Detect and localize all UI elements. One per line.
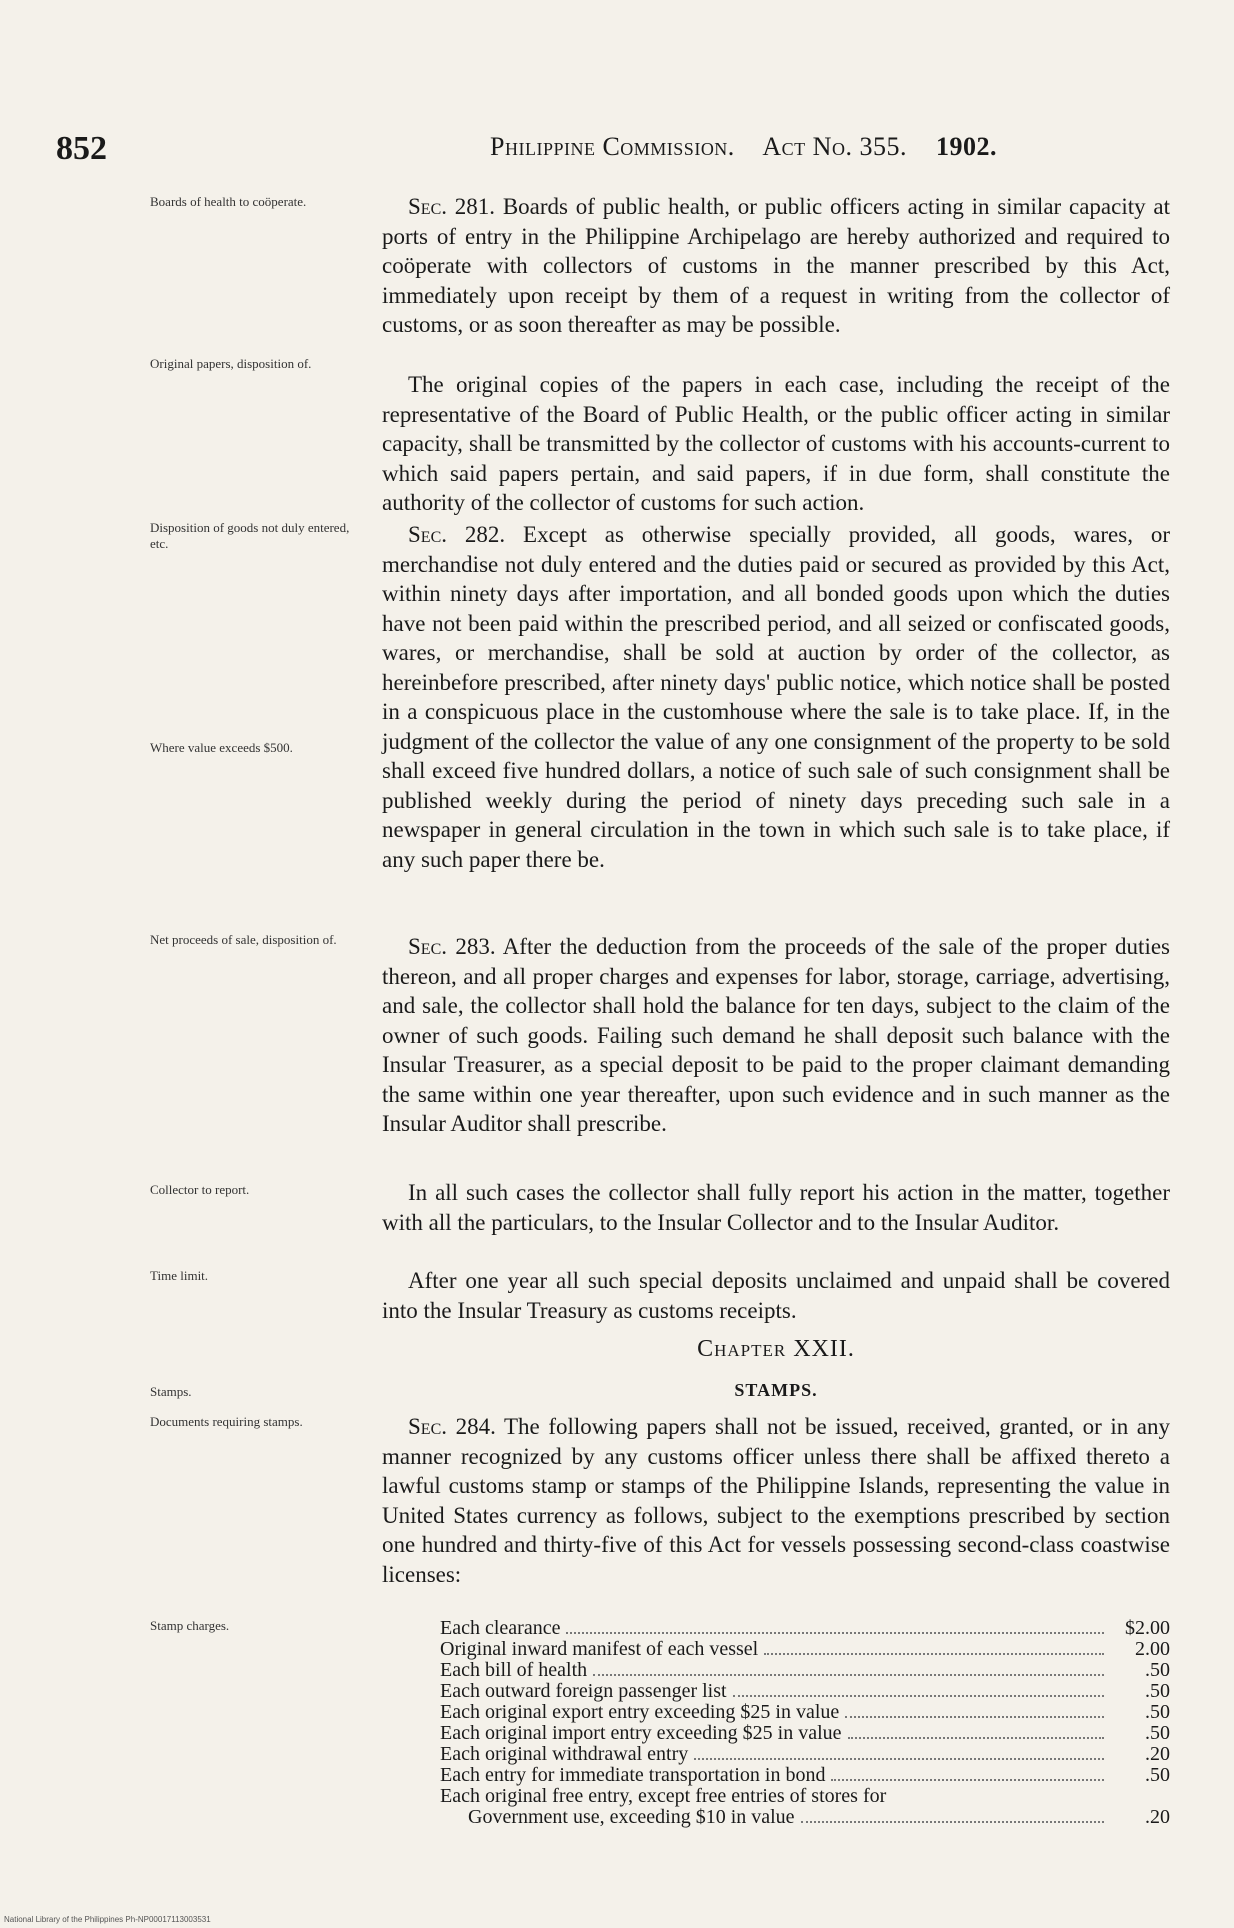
charge-amount: $2.00: [1125, 1617, 1170, 1639]
section-text: After the deduction from the proceeds of the sale of the proper duties thereon, and all proper charges and expenses for labor, storage, carriage, advertising, and sale, the collector shall hold the balance for ten days, subject to the claim of the owner of such goods. Failing such demand he shall deposit such balance with the Insular Treasurer, as a special deposit to be paid to the proper claimant demanding the same within one year thereafter, upon such evidence and in such manner as the Insular Auditor shall prescribe.: [382, 934, 1170, 1136]
leader-dots: [848, 1737, 1104, 1739]
charge-amount: .50: [1145, 1701, 1170, 1723]
section-text: The following papers shall not be issued, received, granted, or in any manner recognized by any customs officer unless there shall be affixed thereto a lawful customs stamp or stamps of the Philippine Islands, representing the value in United States currency as follows, subject to the exemptions prescribed by section one hundred and thirty-five of this Act for vessels possessing second-class coastwise licenses:: [382, 1414, 1170, 1587]
table-row: [440, 1618, 1170, 1639]
sidenote-documents-requiring-stamps: Documents requiring stamps.: [150, 1414, 303, 1429]
paragraph-original-papers: [382, 370, 1170, 518]
paragraph-text: In all such cases the collector shall fully report his action in the matter, together with all the particulars, to the Insular Collector and to the Insular Auditor.: [382, 1180, 1170, 1235]
sidenote-stamps: Stamps.: [150, 1384, 192, 1399]
section-label: Sec. 284.: [408, 1414, 496, 1439]
section-283: [382, 932, 1170, 1139]
section-281: [382, 192, 1170, 340]
running-head-act: Act No. 355.: [762, 132, 907, 161]
section-label: Sec. 281.: [408, 194, 496, 219]
table-row: [440, 1744, 1170, 1765]
charge-item: Each original import entry exceeding $25 in value: [440, 1722, 842, 1744]
charge-item: Each bill of health: [440, 1659, 588, 1681]
paragraph-collector-report: [382, 1178, 1170, 1237]
charge-amount: .50: [1145, 1659, 1170, 1681]
charge-item: Each original export entry exceeding $25 in value: [440, 1701, 840, 1723]
charge-item: Each original withdrawal entry: [440, 1743, 689, 1765]
scan-credit: National Library of the Philippines Ph-NP00017113003531: [4, 1915, 211, 1924]
sidenote-disposition-goods: Disposition of goods not duly entered, etc.: [150, 520, 350, 551]
paragraph-time-limit: [382, 1266, 1170, 1325]
charge-item: Each outward foreign passenger list: [440, 1680, 727, 1702]
section-label: Sec. 283.: [408, 934, 496, 959]
leader-dots: [733, 1695, 1104, 1697]
paragraph-text: After one year all such special deposits unclaimed and unpaid shall be covered into the Insular Treasury as customs receipts.: [382, 1268, 1170, 1323]
leader-dots: [801, 1821, 1104, 1823]
leader-dots: [694, 1758, 1104, 1760]
table-row: [440, 1786, 1170, 1807]
section-284: [382, 1412, 1170, 1589]
page-number: 852: [56, 130, 107, 167]
charge-amount: .20: [1145, 1806, 1170, 1828]
stamp-charges-table: [440, 1618, 1170, 1828]
section-text: Boards of public health, or public officers acting in similar capacity at ports of entry in the Philippine Archipelago are hereby authorized and required to coöperate with collectors of customs in the manner prescribed by this Act, immediately upon receipt by them of a request in writing from the collector of customs, or as soon thereafter as may be possible.: [382, 194, 1170, 337]
section-282: [382, 520, 1170, 874]
sidenote-value-exceeds: Where value exceeds $500.: [150, 740, 293, 755]
charge-item: Each original free entry, except free entries of stores for: [440, 1785, 887, 1807]
table-row: [440, 1702, 1170, 1723]
chapter-title: Chapter XXII.: [697, 1336, 855, 1362]
leader-dots: [831, 1779, 1104, 1781]
charge-item: Each clearance: [440, 1617, 561, 1639]
table-row: [440, 1681, 1170, 1702]
charge-item-continued: Government use, exceeding $10 in value: [468, 1806, 795, 1828]
sidenote-time-limit: Time limit.: [150, 1268, 209, 1283]
chapter-subtitle: STAMPS.: [734, 1380, 818, 1400]
leader-dots: [845, 1716, 1104, 1718]
charge-item: Original inward manifest of each vessel: [440, 1638, 759, 1660]
leader-dots: [593, 1674, 1104, 1676]
leader-dots: [566, 1632, 1104, 1634]
running-head: [490, 132, 1019, 162]
table-row: [440, 1765, 1170, 1786]
sidenote-boards-of-health: Boards of health to coöperate.: [150, 194, 307, 209]
section-label: Sec. 282.: [408, 522, 506, 547]
sidenote-stamp-charges: Stamp charges.: [150, 1618, 230, 1633]
section-text: Except as otherwise specially provided, all goods, wares, or merchandise not duly entered and the duties paid or secured as provided by this Act, within ninety days after importation, and all bonded goods upon which the duties have not been paid within the prescribed period, and all seized or confiscated goods, wares, or merchandise, shall be sold at auction by order of the collector, as hereinbefore prescribed, after ninety days' public notice, which notice shall be posted in a conspicuous place in the customhouse where the sale is to take place. If, in the judgment of the collector the value of any one consignment of the property to be sold shall exceed five hundred dollars, a notice of such sale of such consignment shall be published weekly during the period of ninety days preceding such sale in a newspaper in general circulation in the town in which such sale is to take place, if any such paper there be.: [382, 522, 1170, 872]
sidenote-net-proceeds: Net proceeds of sale, disposition of.: [150, 932, 337, 947]
leader-dots: [764, 1653, 1104, 1655]
table-row: [440, 1723, 1170, 1744]
table-row: [440, 1807, 1170, 1828]
table-row: [440, 1660, 1170, 1681]
charge-amount: .50: [1145, 1680, 1170, 1702]
charge-amount: .20: [1145, 1743, 1170, 1765]
charge-amount: .50: [1145, 1722, 1170, 1744]
charge-amount: 2.00: [1135, 1638, 1170, 1660]
table-row: [440, 1639, 1170, 1660]
sidenote-original-papers: Original papers, disposition of.: [150, 356, 312, 371]
charge-amount: .50: [1145, 1764, 1170, 1786]
paragraph-text: The original copies of the papers in each case, including the receipt of the representative of the Board of Public Health, or the public officer acting in similar capacity, shall be transmitted by the collector of customs with his accounts-current to which said papers pertain, and said papers, if in due form, shall constitute the authority of the collector of customs for such action.: [382, 372, 1170, 515]
sidenote-collector-report: Collector to report.: [150, 1182, 250, 1197]
running-head-commission: Philippine Commission.: [490, 132, 735, 161]
charge-item: Each entry for immediate transportation in bond: [440, 1764, 826, 1786]
running-head-year: 1902.: [935, 132, 997, 161]
